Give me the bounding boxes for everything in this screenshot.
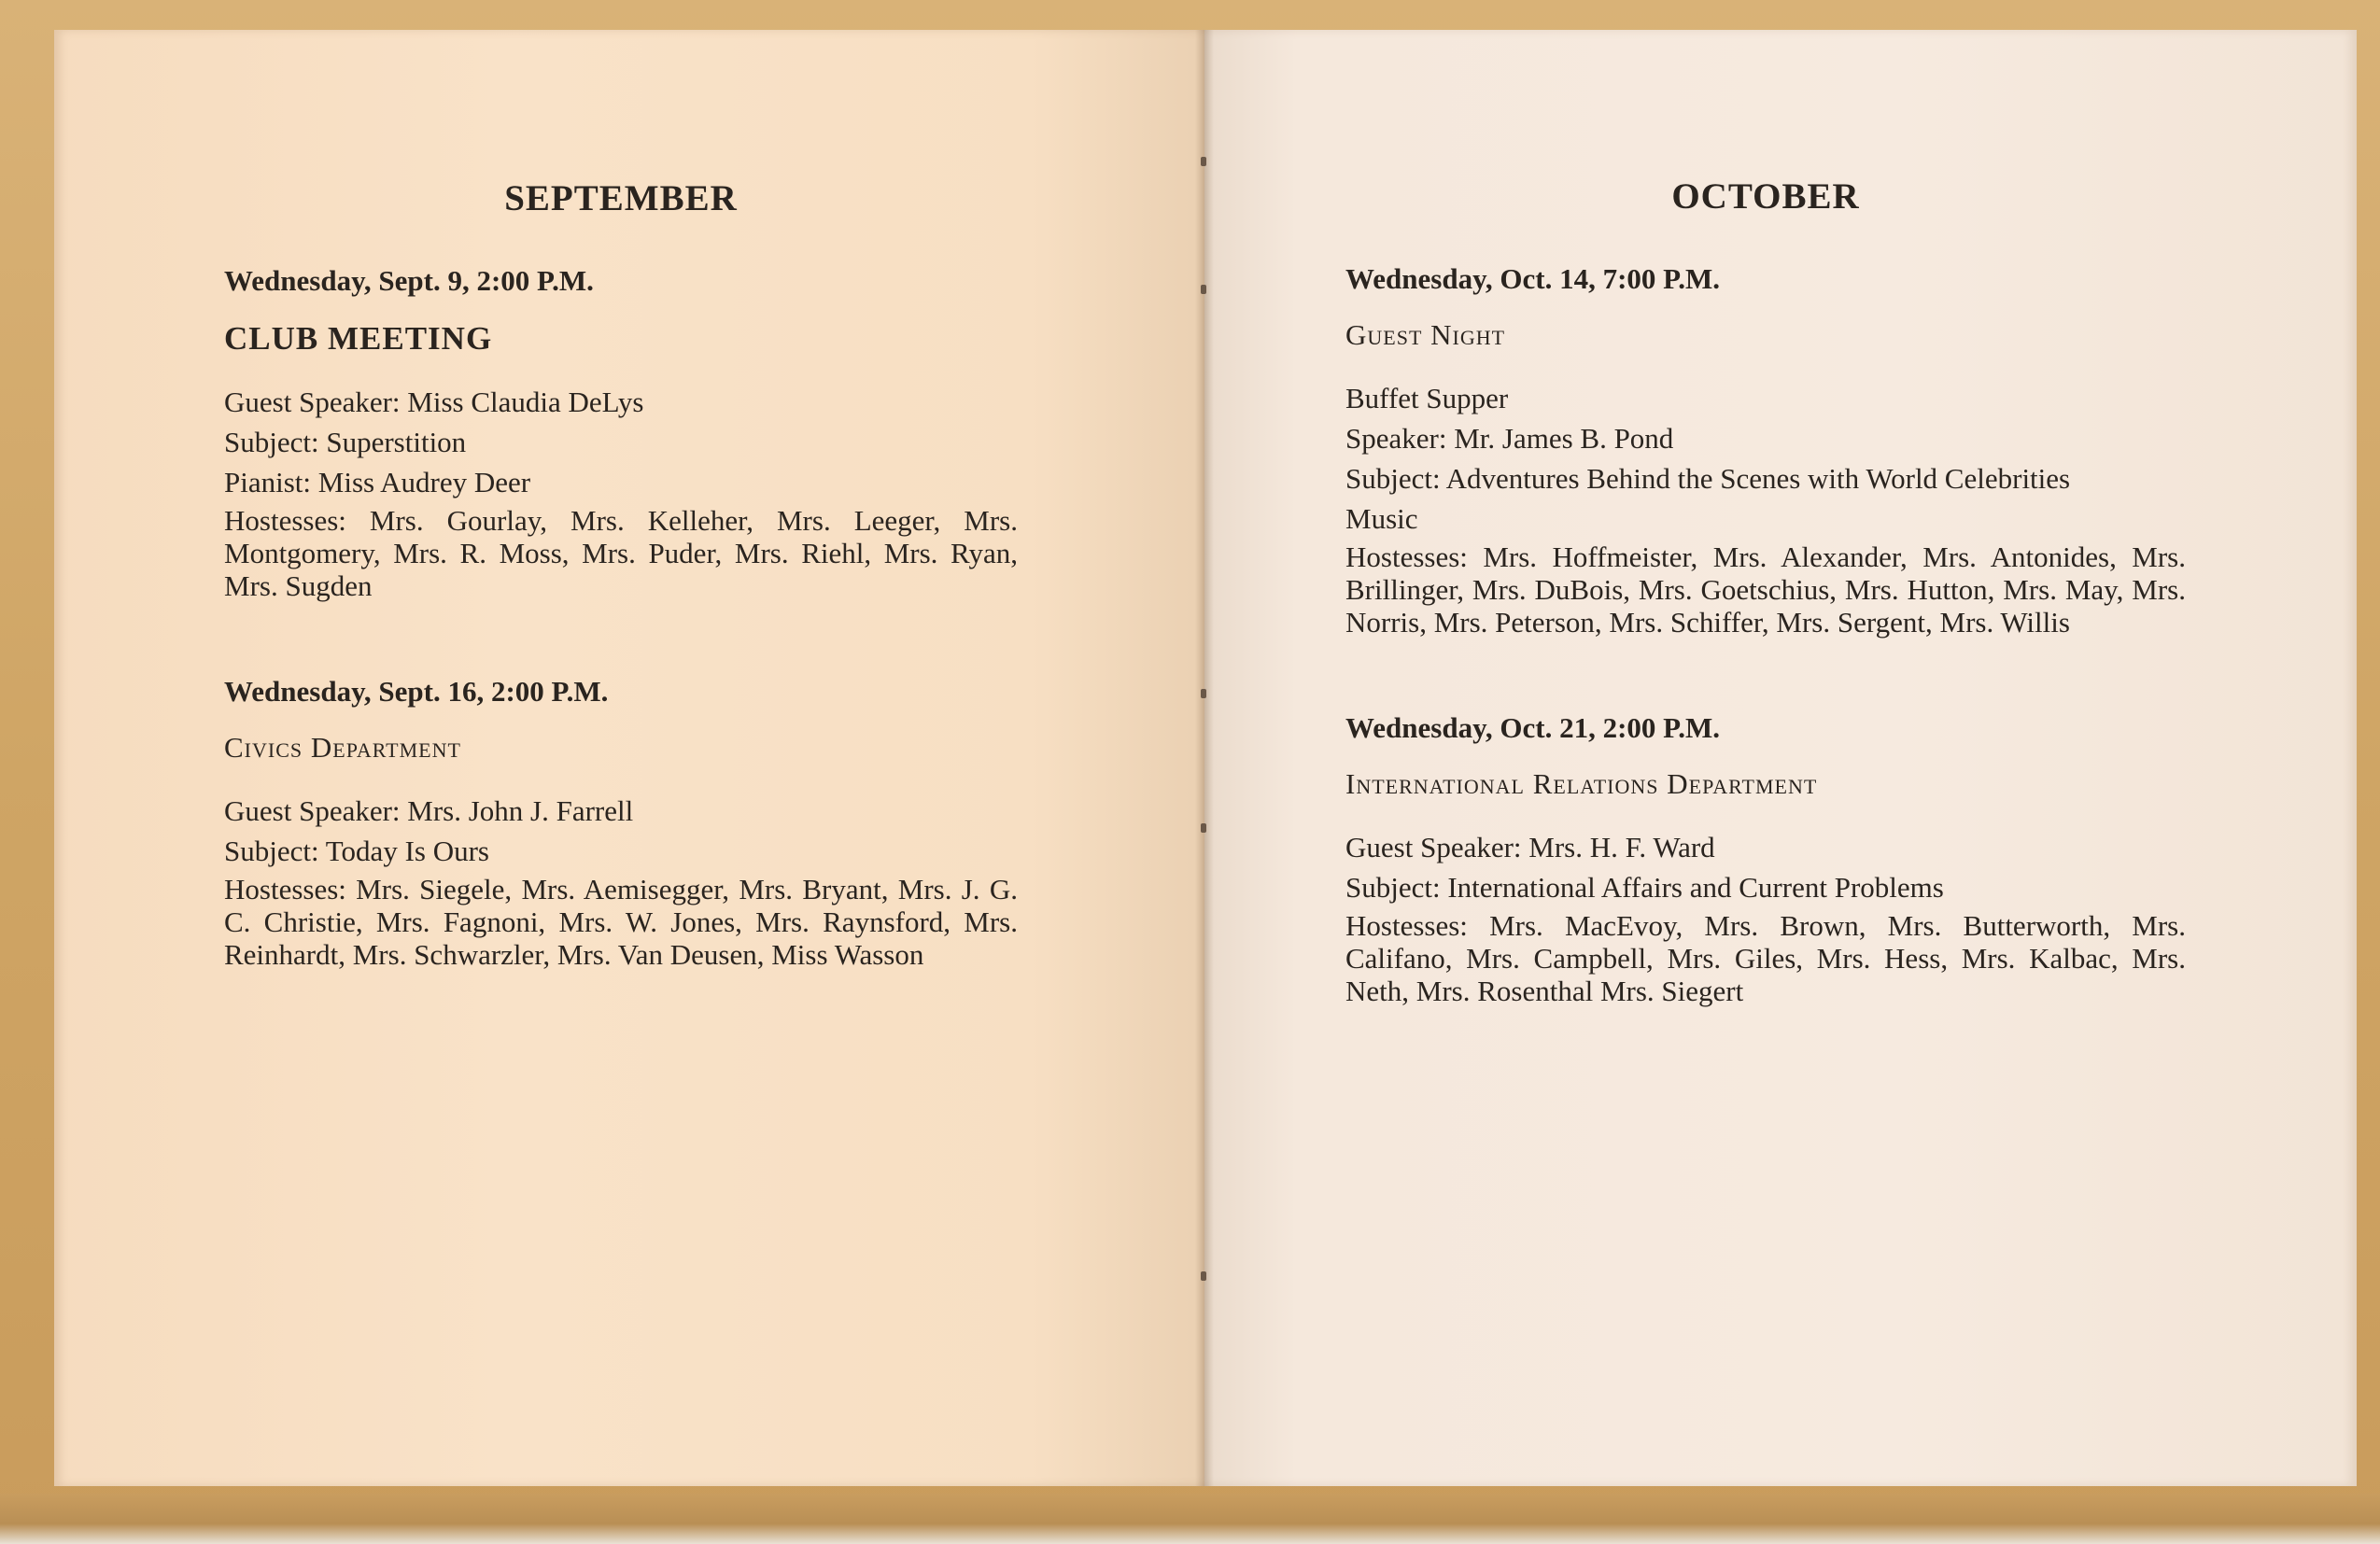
subject: Subject: Adventures Behind the Scenes with World Celebrities bbox=[1345, 462, 2071, 495]
event-title: Guest Night bbox=[1345, 318, 1506, 351]
event-oct-21 bbox=[1345, 711, 2186, 1007]
guest-speaker: Guest Speaker: Mrs. H. F. Ward bbox=[1345, 831, 1715, 863]
book-gutter bbox=[1195, 30, 1214, 1486]
binding-stitch bbox=[1201, 823, 1206, 833]
subject: Subject: International Affairs and Current Problems bbox=[1345, 871, 1944, 904]
hostesses: Hostesses: Mrs. MacEvoy, Mrs. Brown, Mrs. Butterworth, Mrs. Califano, Mrs. Campbell, Mrs. Giles, Mrs. Hess, Mrs. Kalbac, Mrs. Neth, Mrs. Rosenthal Mrs. Siegert bbox=[1345, 909, 2186, 1007]
event-sept-9 bbox=[224, 264, 1018, 602]
guest-speaker: Guest Speaker: Mrs. John J. Farrell bbox=[224, 794, 634, 827]
month-heading: OCTOBER bbox=[1671, 176, 1860, 217]
left-page-content bbox=[224, 177, 1018, 1044]
guest-speaker: Guest Speaker: Miss Claudia DeLys bbox=[224, 386, 644, 418]
binding-stitch bbox=[1201, 285, 1206, 294]
hostesses: Hostesses: Mrs. Hoffmeister, Mrs. Alexander, Mrs. Antonides, Mrs. Brillinger, Mrs. DuBois, Mrs. Goetschius, Mrs. Hutton, Mrs. May, Mrs. Norris, Mrs. Peterson, Mrs. Schiffer, Mrs. Sergent, Mrs. Willis bbox=[1345, 540, 2186, 639]
event-oct-14 bbox=[1345, 262, 2186, 639]
speaker: Speaker: Mr. James B. Pond bbox=[1345, 422, 1674, 455]
month-heading: SEPTEMBER bbox=[504, 178, 738, 218]
binding-stitch bbox=[1201, 689, 1206, 698]
supper: Buffet Supper bbox=[1345, 382, 1509, 414]
pianist: Pianist: Miss Audrey Deer bbox=[224, 466, 531, 498]
cover-edge bbox=[0, 1494, 2380, 1544]
binding-stitch bbox=[1201, 1271, 1206, 1281]
hostesses: Hostesses: Mrs. Gourlay, Mrs. Kelleher, Mrs. Leeger, Mrs. Montgomery, Mrs. R. Moss, Mrs. Puder, Mrs. Riehl, Mrs. Ryan, Mrs. Sugden bbox=[224, 504, 1018, 602]
subject: Subject: Superstition bbox=[224, 426, 467, 458]
right-page-content bbox=[1345, 175, 2186, 1080]
hostesses: Hostesses: Mrs. Siegele, Mrs. Aemisegger, Mrs. Bryant, Mrs. J. G. C. Christie, Mrs. Fagnoni, Mrs. W. Jones, Mrs. Raynsford, Mrs. Reinhardt, Mrs. Schwarzler, Mrs. Van Deusen, Miss Wasson bbox=[224, 873, 1018, 971]
event-date: Wednesday, Oct. 14, 7:00 P.M. bbox=[1345, 262, 1721, 295]
binding-stitch bbox=[1201, 157, 1206, 166]
subject: Subject: Today Is Ours bbox=[224, 835, 489, 867]
event-date: Wednesday, Oct. 21, 2:00 P.M. bbox=[1345, 711, 1721, 744]
event-title: Civics Department bbox=[224, 731, 461, 764]
event-date: Wednesday, Sept. 9, 2:00 P.M. bbox=[224, 264, 594, 297]
event-title: International Relations Department bbox=[1345, 767, 1818, 800]
event-date: Wednesday, Sept. 16, 2:00 P.M. bbox=[224, 675, 609, 708]
event-sept-16 bbox=[224, 675, 1018, 971]
event-title: CLUB MEETING bbox=[224, 320, 493, 357]
music: Music bbox=[1345, 502, 1418, 535]
